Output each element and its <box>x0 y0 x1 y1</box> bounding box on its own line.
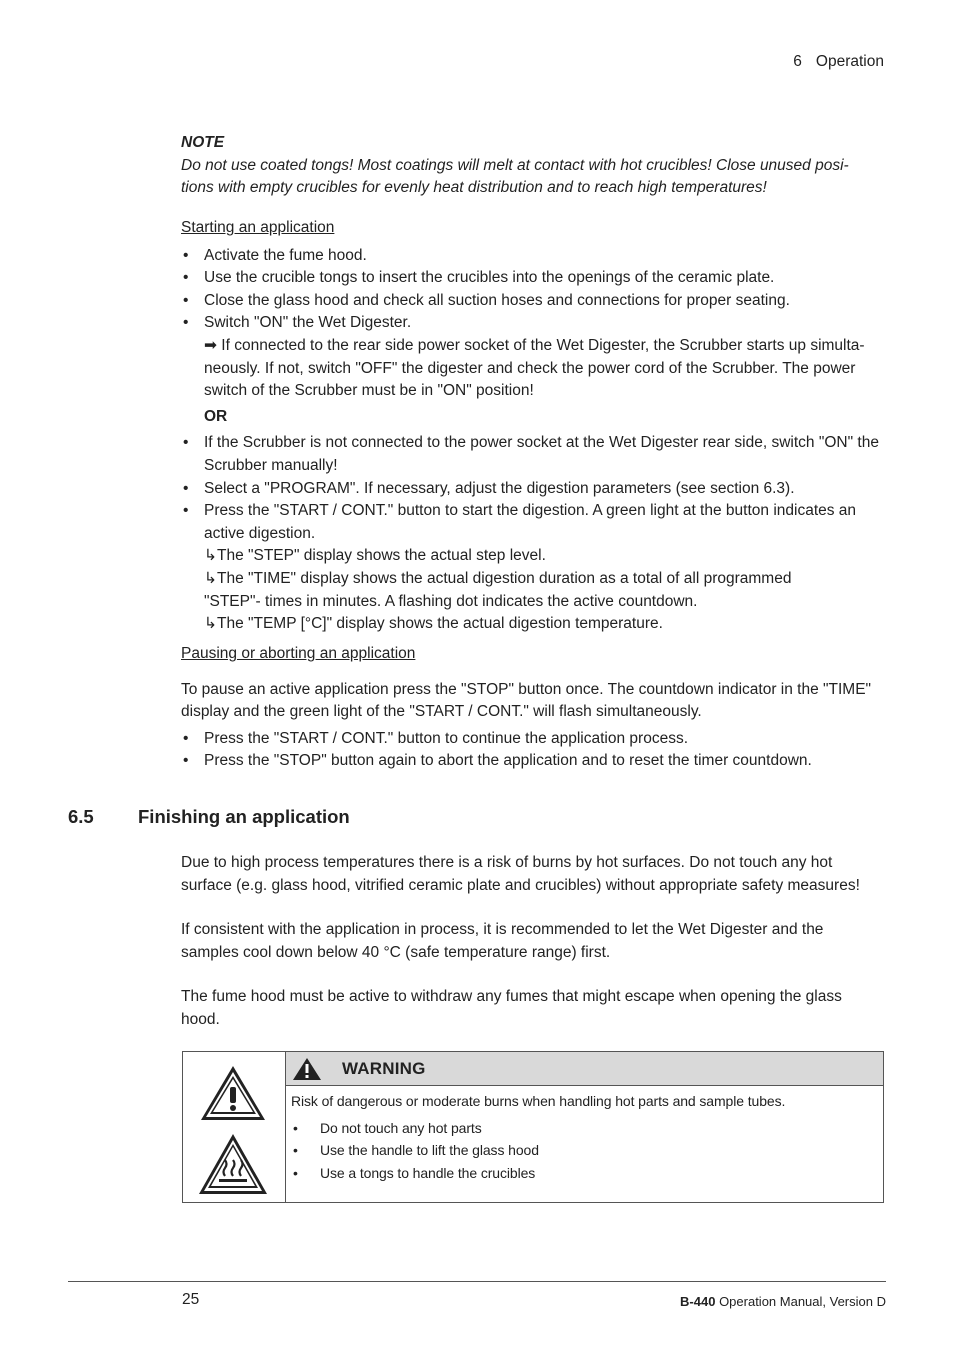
pausing-section <box>181 643 881 773</box>
hot-surface-icon <box>197 1132 269 1196</box>
warning-box <box>182 1051 884 1203</box>
note-text-line: Do not use coated tongs! Most coatings will melt at contact with hot crucibles! Close unused posi- <box>181 156 849 174</box>
warning-text: Risk of dangerous or moderate burns when handling hot parts and sample tubes. <box>291 1093 786 1109</box>
chapter-number: 6 <box>793 53 802 70</box>
list-item <box>181 312 881 428</box>
starting-list <box>181 245 881 636</box>
or-label: OR <box>204 407 228 425</box>
list-item-text: Switch "ON" the Wet Digester. <box>204 314 412 332</box>
pausing-list <box>181 728 881 773</box>
note-title: NOTE <box>181 134 225 151</box>
list-item: • If the Scrubber is not connected to the power socket at the Wet Digester rear side, switch "ON" the Scrubber manually! <box>181 432 881 477</box>
list-item: • Use the crucible tongs to insert the crucibles into the openings of the ceramic plate. <box>181 267 881 290</box>
paragraph: The fume hood must be active to withdraw any fumes that might escape when opening the glass hood. <box>181 988 842 1028</box>
list-item <box>181 500 881 636</box>
warning-header <box>286 1052 883 1086</box>
list-item: • Activate the fume hood. <box>181 245 881 268</box>
result-line: "STEP"- times in minutes. A flashing dot indicates the active countdown. <box>204 592 698 610</box>
section-number: 6.5 <box>68 806 94 827</box>
warning-small-icon <box>292 1057 322 1081</box>
warning-body <box>286 1086 883 1188</box>
manual-version: Operation Manual, Version D <box>715 1294 886 1309</box>
page-number: 25 <box>182 1291 200 1308</box>
warning-content <box>286 1052 883 1202</box>
note-block <box>181 132 881 200</box>
result-line: ↳The "TIME" display shows the actual digestion duration as a total of all programmed <box>204 569 792 587</box>
note-text <box>181 155 881 200</box>
list-item: • Do not touch any hot parts <box>291 1117 878 1140</box>
starting-heading: Starting an application <box>181 219 335 236</box>
list-item: • Use the handle to lift the glass hood <box>291 1139 878 1162</box>
model-name: B-440 <box>680 1294 716 1309</box>
paragraph: Due to high process temperatures there is a risk of burns by hot surfaces. Do not touch any hot surface (e.g. glass hood, vitrified ceramic plate and crucibles) without appropriate safety measures! <box>181 854 860 894</box>
section-title: Finishing an application <box>138 806 350 827</box>
footer-divider <box>68 1281 886 1282</box>
warning-triangle-icon <box>199 1064 267 1122</box>
warning-icons <box>183 1052 286 1202</box>
starting-section <box>181 217 881 636</box>
result-line: ↳The "STEP" display shows the actual step level. <box>204 547 546 565</box>
list-item: • Press the "START / CONT." button to continue the application process. <box>181 728 881 751</box>
list-item-text: Press the "START / CONT." button to start the digestion. A green light at the button indicates an active digestion. <box>204 502 857 542</box>
manual-title <box>680 1294 886 1309</box>
chapter-title: Operation <box>815 53 884 70</box>
section-body <box>181 852 881 1032</box>
pausing-heading: Pausing or aborting an application <box>181 645 416 662</box>
list-item: • Use a tongs to handle the crucibles <box>291 1162 878 1185</box>
warning-title: WARNING <box>342 1058 426 1078</box>
result-line: neously. If not, switch "OFF" the digester and check the power cord of the Scrubber. The power <box>204 359 856 377</box>
list-item: • Close the glass hood and check all suction hoses and connections for proper seating. <box>181 290 881 313</box>
paragraph: If consistent with the application in process, it is recommended to let the Wet Digester and the samples cool down below 40 °C (safe temperature range) first. <box>181 921 824 961</box>
result-line: switch of the Scrubber must be in "ON" position! <box>204 382 534 400</box>
list-item: • Select a "PROGRAM". If necessary, adjust the digestion parameters (see section 6.3). <box>181 478 881 501</box>
chapter-header <box>793 53 884 71</box>
result-line: ➡ If connected to the rear side power socket of the Wet Digester, the Scrubber starts up simulta- <box>204 336 865 354</box>
pausing-intro: To pause an active application press the "STOP" button once. The countdown indicator in the "TIME" display and the green light of the "START / CONT." will flash simultaneously. <box>181 680 872 721</box>
warning-list <box>291 1117 878 1185</box>
note-text-line: tions with empty crucibles for evenly heat distribution and to reach high temperatures! <box>181 179 767 197</box>
section-heading <box>68 806 350 828</box>
result-line: ↳The "TEMP [°C]" display shows the actual digestion temperature. <box>204 615 663 633</box>
list-item: • Press the "STOP" button again to abort the application and to reset the timer countdown. <box>181 750 881 773</box>
